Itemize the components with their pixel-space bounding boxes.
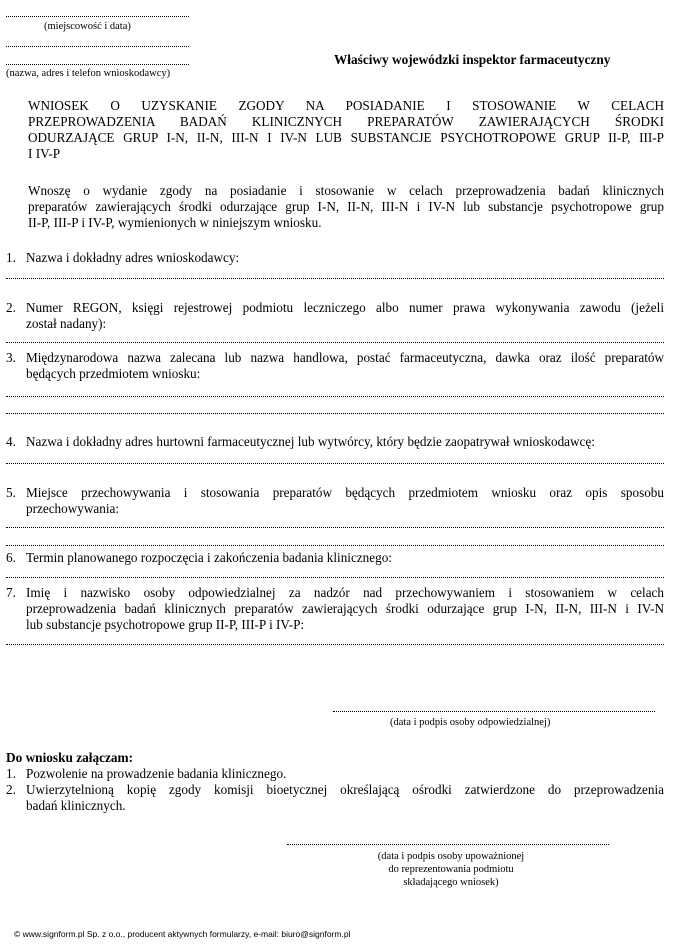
signature-label-line-2: do reprezentowania podmiotu [388,864,514,875]
answer-line[interactable] [6,396,664,397]
item-label: Miejsce przechowywania i stosowania preparatów będących przedmiotem wniosku oraz opis sposobu [26,485,664,500]
attachment-text: Uwierzytelnioną kopię zgody komisji bioetycznej określającą ośrodki zatwierdzone do przeprowadzenia [26,782,664,797]
place-date-label: (miejscowość i data) [44,21,131,32]
applicant-label: (nazwa, adres i telefon wnioskodawcy) [6,68,171,79]
item-number: 4. [6,434,16,449]
answer-line[interactable] [6,413,664,414]
attachments-heading: Do wniosku załączam: [6,750,134,765]
attachment-text: Pozwolenie na prowadzenie badania klinicznego. [26,766,287,781]
signature-line-authorized[interactable] [287,844,609,845]
attachment-number: 1. [6,766,16,781]
item-number: 1. [6,250,16,265]
signature-label-authorized [340,850,562,889]
intro-line-1: Wnoszę o wydanie zgody na posiadanie i stosowanie w celach przeprowadzenia badań klinicznych [28,183,664,198]
title-line-1: WNIOSEK O UZYSKANIE ZGODY NA POSIADANIE I STOSOWANIE W CELACH [28,98,664,113]
intro-line-2: preparatów zawierających środki odurzające grup I-N, II-N, III-N i IV-N lub substancje psychotropowe grup [28,199,664,214]
answer-line[interactable] [6,577,664,578]
item-number: 3. [6,350,16,365]
signature-line-responsible[interactable] [333,711,655,712]
applicant-line-2[interactable] [6,64,189,65]
applicant-line-1[interactable] [6,46,189,47]
answer-line[interactable] [6,545,664,546]
answer-line[interactable] [6,278,664,279]
item-label: Termin planowanego rozpoczęcia i zakończenia badania klinicznego: [26,550,392,565]
answer-line[interactable] [6,644,664,645]
answer-line[interactable] [6,463,664,464]
item-label: Międzynarodowa nazwa zalecana lub nazwa handlowa, postać farmaceutyczna, dawka oraz ilość preparatów [26,350,664,365]
signature-label-line-3: składającego wniosek) [403,877,499,888]
item-label: Nazwa i dokładny adres wnioskodawcy: [26,250,240,265]
item-number: 6. [6,550,16,565]
title-line-4: I IV-P [28,146,61,161]
item-number: 7. [6,585,16,600]
item-label-cont: został nadany): [26,316,107,331]
signature-label-responsible: (data i podpis osoby odpowiedzialnej) [390,717,551,728]
title-line-2: PRZEPROWADZENIA BADAŃ KLINICZNYCH PREPARATÓW ZAWIERAJĄCYCH ŚRODKI [28,114,664,129]
answer-line[interactable] [6,527,664,528]
attachment-number: 2. [6,782,16,797]
attachment-2 [6,782,664,814]
recipient-title: Właściwy wojewódzki inspektor farmaceutyczny [334,52,611,67]
attachment-text-cont: badań klinicznych. [26,798,126,813]
item-number: 5. [6,485,16,500]
item-label-cont-2: lub substancje psychotropowe grup II-P, III-P i IV-P: [26,617,305,632]
title-line-3: ODURZAJĄCE GRUP I-N, II-N, III-N I IV-N LUB SUBSTANCJE PSYCHOTROPOWE GRUP II-P, III-P [28,130,664,145]
attachment-1 [6,766,664,782]
signature-label-line-1: (data i podpis osoby upoważnionej [377,851,525,862]
intro-line-3: II-P, III-P i IV-P, wymienionych w niniejszym wniosku. [28,215,322,230]
item-label: Imię i nazwisko osoby odpowiedzialnej za nadzór nad przechowywaniem i stosowaniem w celach [26,585,664,600]
answer-line[interactable] [6,342,664,343]
item-number: 2. [6,300,16,315]
item-label-cont: będących przedmiotem wniosku: [26,366,201,381]
item-label: Numer REGON, księgi rejestrowej podmiotu leczniczego albo numer prawa wykonywania zawodu (jeżeli [26,300,664,315]
item-label: Nazwa i dokładny adres hurtowni farmaceutycznej lub wytwórcy, który będzie zaopatrywał wnioskodawcę: [26,434,595,449]
item-label-cont: przechowywania: [26,501,120,516]
place-date-line[interactable] [6,16,189,17]
footer-copyright: © www.signform.pl Sp. z o.o., producent aktywnych formularzy, e-mail: biuro@signform.pl [14,929,351,939]
item-label-cont: przeprowadzenia badań klinicznych preparatów zawierających środki odurzające grup I-N, II-N, III-N i IV-N [26,601,664,616]
